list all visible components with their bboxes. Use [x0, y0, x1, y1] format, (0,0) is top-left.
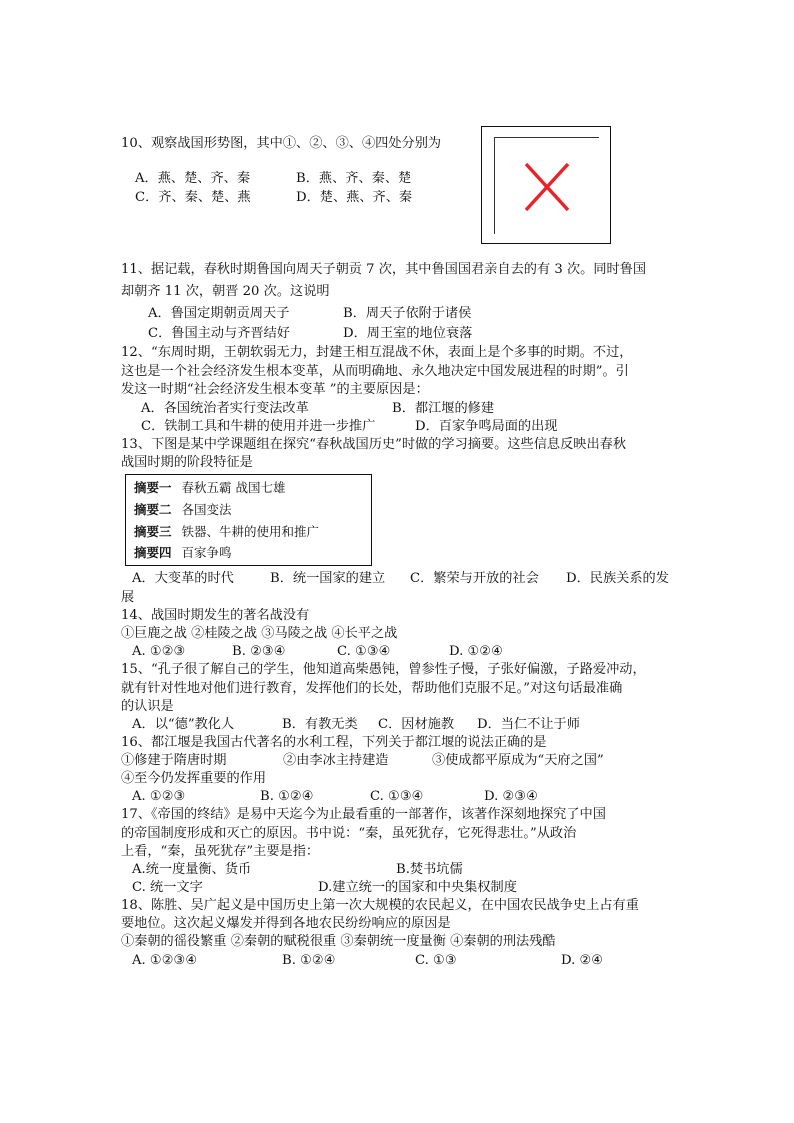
- q15-stem-line1: 15、“孔子很了解自己的学生，他知道高柴愚钝，曾参性子慢，子张好偏激，子路爱冲动，: [121, 662, 646, 677]
- q16-stem: 16、都江堰是我国古代著名的水利工程，下列关于都江堰的说法正确的是: [121, 735, 547, 750]
- summary-row: [134, 503, 232, 517]
- q13-option-d-continued: 展: [121, 590, 135, 605]
- q16-item-4: ④至今仍发挥重要的作用: [121, 771, 267, 786]
- q17-option-b: B.焚书坑儒: [396, 862, 463, 877]
- q10-option-a: A．燕、楚、齐、秦: [135, 171, 251, 186]
- q15-option-d: D．当仁不让于师: [477, 717, 580, 732]
- q15-option-c: C．因材施教: [378, 717, 455, 732]
- q11-option-d: D．周王室的地位衰落: [343, 326, 473, 341]
- q13-stem-line1: 13、下图是某中学课题组在探究“春秋战国历史”时做的学习摘要。这些信息反映出春秋: [121, 437, 627, 452]
- q17-stem-line1: 17、《帝国的终结》是易中天迄今为止最看重的一部著作，该著作深刻地探究了中国: [121, 807, 606, 822]
- summary-label: 摘要三: [134, 524, 172, 539]
- q12-stem-line3: 发这一时期“社会经济发生根本变革 ”的主要原因是：: [121, 382, 429, 397]
- q11-option-b: B．周天子依附于诸侯: [343, 306, 472, 321]
- q12-stem-line1: 12、“东周时期，王朝软弱无力，封建王相互混战不休，表面上是个多事的时期。不过，: [121, 345, 633, 360]
- q13-stem-line2: 战国时期的阶段特征是: [121, 455, 253, 470]
- q12-option-c: C．铁制工具和牛耕的使用并进一步推广: [141, 419, 376, 434]
- q13-option-b: B．统一国家的建立: [270, 571, 386, 586]
- q18-stem-line2: 要地位。这次起义爆发并得到各地农民纷纷响应的原因是: [121, 916, 451, 931]
- summary-text: 春秋五霸 战国七雄: [181, 480, 286, 495]
- q18-option-c: C. ①③: [415, 953, 457, 968]
- summary-label: 摘要一: [134, 480, 172, 495]
- q13-option-c: C．繁荣与开放的社会: [410, 571, 539, 586]
- q16-item-1: ①修建于隋唐时期: [121, 753, 227, 768]
- q15-stem-line2: 就有针对性地对他们进行教育，发挥他们的长处，帮助他们克服不足。”对这句话最准确: [121, 681, 623, 696]
- q16-option-d: D. ②③④: [484, 789, 538, 804]
- summary-text: 各国变法: [181, 502, 232, 517]
- q12-option-b: B．都江堰的修建: [392, 401, 495, 416]
- summary-row: [134, 546, 232, 560]
- q15-option-b: B．有教无类: [282, 717, 358, 732]
- q12-stem-line2: 这也是一个社会经济发生根本变革，从而明确地、永久地决定中国发展进程的时期”。引: [121, 364, 629, 379]
- q11-stem-line2: 却朝齐 11 次，朝晋 20 次。这说明: [121, 284, 330, 299]
- q13-option-d: D．民族关系的发: [566, 571, 669, 586]
- summary-text: 铁器、牛耕的使用和推广: [181, 524, 320, 539]
- q18-stem-line1: 18、陈胜、吴广起义是中国历史上第一次大规模的农民起义，在中国农民战争史上占有重: [121, 898, 639, 913]
- q14-option-d: D. ①②④: [449, 644, 503, 659]
- q13-option-a: A．大变革的时代: [132, 571, 234, 586]
- broken-image-x-icon: [482, 127, 612, 245]
- q16-option-b: B. ①②④: [260, 789, 314, 804]
- q10-option-b: B．燕、齐、秦、楚: [296, 171, 412, 186]
- q17-stem-line2: 的帝国制度形成和灭亡的原因。书中说：“秦，虽死犹存，它死得悲壮。”从政治: [121, 826, 577, 841]
- q12-option-a: A．各国统治者实行变法改革: [141, 401, 309, 416]
- q14-stem: 14、战国时期发生的著名战没有: [121, 608, 310, 623]
- summary-label: 摘要二: [134, 502, 172, 517]
- q17-option-c: C. 统一文字: [132, 880, 203, 895]
- q14-option-b: B. ②③④: [232, 644, 286, 659]
- summary-row: [134, 525, 319, 539]
- q16-item-3: ③使成都平原成为“天府之国”: [432, 753, 604, 768]
- q18-items: ①秦朝的徭役繁重 ②秦朝的赋税很重 ③秦朝统一度量衡 ④秦朝的刑法残酷: [121, 934, 556, 949]
- q11-stem-line1: 11、据记载，春秋时期鲁国向周天子朝贡 7 次，其中鲁国国君亲自去的有 3 次。同时鲁国: [121, 262, 647, 277]
- q16-item-2: ②由李冰主持建造: [283, 753, 389, 768]
- q15-option-a: A．以“德”教化人: [132, 717, 235, 732]
- q18-option-d: D. ②④: [561, 953, 604, 968]
- q15-stem-line3: 的认识是: [121, 699, 174, 714]
- q10-stem: 10、观察战国形势图，其中①、②、③、④四处分别为: [121, 136, 442, 151]
- q10-option-d: D．楚、燕、齐、秦: [296, 190, 413, 205]
- q14-option-c: C. ①③④: [337, 644, 391, 659]
- q17-stem-line3: 上看，“秦，虽死犹存”主要是指：: [121, 844, 320, 859]
- summary-label: 摘要四: [134, 545, 172, 560]
- q10-map-figure: [481, 126, 611, 244]
- q16-option-c: C. ①③④: [370, 789, 424, 804]
- q10-option-c: C．齐、秦、楚、燕: [135, 190, 251, 205]
- q14-items: ①巨鹿之战 ②桂陵之战 ③马陵之战 ④长平之战: [121, 626, 398, 641]
- q16-option-a: A. ①②③: [132, 789, 186, 804]
- summary-text: 百家争鸣: [181, 545, 232, 560]
- q11-option-c: C．鲁国主动与齐晋结好: [148, 326, 290, 341]
- summary-row: [134, 481, 286, 495]
- q17-option-a: A.统一度量衡、货币: [132, 862, 252, 877]
- q14-option-a: A. ①②③: [132, 644, 186, 659]
- q12-option-d: D．百家争鸣局面的出现: [415, 419, 558, 434]
- q17-option-d: D.建立统一的国家和中央集权制度: [318, 880, 517, 895]
- q18-option-a: A. ①②③④: [132, 953, 198, 968]
- q13-summary-box: [125, 474, 372, 566]
- q18-option-b: B. ①②④: [282, 953, 336, 968]
- q11-option-a: A．鲁国定期朝贡周天子: [148, 306, 290, 321]
